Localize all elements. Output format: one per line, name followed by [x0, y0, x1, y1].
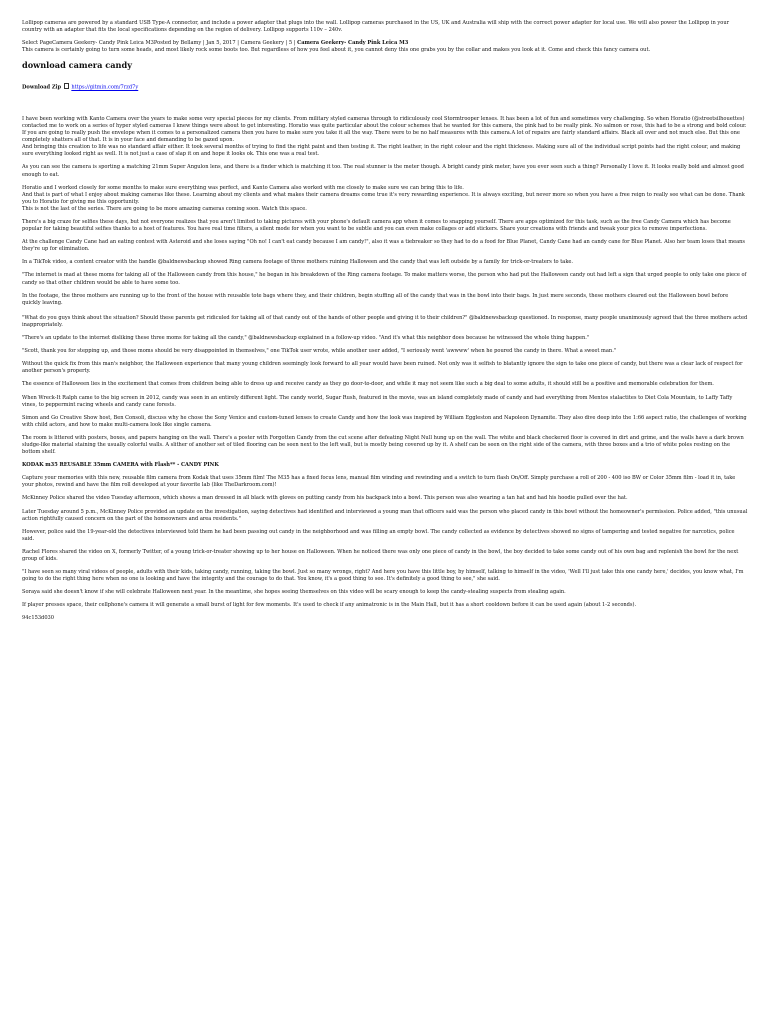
body-paragraph: In a TikTok video, a content creator with the handle @baldnewsbackup showed Ring camera footage of three mothers ruining Halloween and the candy that was left outside by a family for trick-or-treaters to take. [22, 259, 574, 266]
page-heading: download camera candy [22, 60, 132, 71]
body-paragraph: "There's an update to the internet disliking these three moms for taking all the candy," @baldnewsbackup explained in a follow-up video. "And it's what this neighbor does because he witnessed the whole thing happen." [22, 335, 590, 342]
post-meta-text: Select PageCamera Geekery- Candy Pink Leica M3Posted by Bellamy | Jan 5, 2017 | Camera Geekery | 5 | [22, 40, 296, 47]
body-paragraph: "What do you guys think about the situation? Should these parents get ridiculed for taking all of that candy out of the hands of other people and giving it to their children?" @baldnewsbackup questioned. In response, many people unanimously agreed that the three mothers acted inappropriately. [22, 314, 748, 328]
body-paragraph: Rachel Flores shared the video on X, formerly Twitter, of a young trick-or-treater showing up to her house on Halloween. When he noticed there was only one piece of candy in the bowl, the boy decided to take some candy out of his own bag and replenish the bowl for the next group of kids. [22, 548, 739, 562]
body-paragraph: Soraya said she doesn't know if she will celebrate Halloween next year. In the meantime, she hopes seeing themselves on this video will be scary enough to keep the candy-stealing suspects from stealing again. [22, 589, 566, 596]
body-paragraph: Simon and Go Creative Show host, Ben Consoli, discuss why he chose the Sony Venice and custom-tuned lenses to create Candy and how the look was inspired by William Eggleston and Napoleon Dynamite. They also dive deep into the 1:66 aspect ratio, the challenges of working with child actors, and how to make multi-camera look like single camera. [22, 414, 747, 428]
intro-paragraph-power: Lollipop cameras are powered by a standard USB Type-A connector, and include a power adapter that plugs into the wall. Lollipop cameras purchased in the US, UK and Australia will ship with the correct power adapter for local use. We will also power the Lollipop in your country with an adapter that fits the local specifications depending on the region of delivery. Lollipop supports 110v – 240v. [22, 20, 730, 34]
download-line [22, 83, 748, 92]
spacer [22, 92, 748, 116]
body-paragraph: Later Tuesday around 5 p.m., McKinney Police provided an update on the investigation, saying detectives had identified and interviewed a young man that officers said was the person who placed candy in this bowl without the homeowner's permission. Police added, "this unusual action rightfully caused concern on the part of the homeowners and area residents." [22, 508, 748, 522]
file-icon [64, 83, 69, 89]
body-paragraph: In the footage, the three mothers are running up to the front of the house with reusable tote bags where they, and their children, begin stuffing all of the candy that was in the bowl into their bags. In just mere seconds, these mothers cleared out the Halloween bowl before quickly leaving. [22, 292, 729, 306]
body-paragraph: As you can see the camera is sporting a matching 21mm Super Angulon lens, and there is a finder which is matching it too. The real stunner is the meter though. A bright candy pink meter, have you ever seen such a thing? Personally I love it. It looks really bold and almost good enough to eat. [22, 164, 744, 178]
body-paragraph: I have been working with Kanto Camera over the years to make some very special pieces for my clients. From military styled cameras through to ridiculously cool Stormtrooper lenses. It has been a lot of fun and sometimes very challenging. So when Horatio (@streetsilhouettes) contacted me to work on a series of hyper styled cameras I knew things were about to get interesting. Horatio was quite particular about the colour schemes that he wanted for this camera, the pink had to be really pink. No salmon or rose, this had to be a strong and bold colour. If you are going to really push the envelope when it comes to a personalized camera then you have to make sure you take it all the way. There were to be no half measures with this camera.A lot of repairs are fairly standard affairs. Black all over and not much else. But this one completely shatters all of that. It is in your face and demanding to be gazed upon. [22, 115, 747, 144]
body-paragraph: When Wreck-It Ralph came to the big screen in 2012, candy was seen in an entirely different light. The candy world, Sugar Rush, featured in the movie, was an island completely made of candy and had everything from Mentos stalactites to Diet Cola Mountain, to Laffy Taffy vines, to peppermint racing wheels and candy cane forests. [22, 394, 733, 408]
download-label: Download Zip [22, 84, 62, 91]
body-paragraph: The room is littered with posters, boxes, and papers hanging on the wall. There's a poster with Forgotten Candy from the cut scene after defeating Night Null hung up on the wall. The white and black checkered floor is covered in dirt and grime, and the walls have a dark brown sludge-like material staining the usually colorful walls. A slither of another set of tiled flooring can be seen next to the left wall, but is mostly being covered up by it. A shelf can be seen on the right side of the camera, with three boxes and a trio of white poles resting on the bottom shelf. [22, 434, 744, 456]
body-paragraph: McKinney Police shared the video Tuesday afternoon, which shows a man dressed in all black with gloves on putting candy from his backpack into a bowl. This person was also wearing a tan hat and had his hoodie pulled over the hat. [22, 495, 628, 502]
intro-paragraph-heads: This camera is certainly going to turn some heads, and most likely rock some boots too. But regardless of how you feel about it, you cannot deny this one grabs you by the collar and makes you look at it. Come and check this fancy camera out. [22, 47, 651, 54]
body-paragraph: Horatio and I worked closely for some months to make sure everything was perfect, and Kanto Camera also worked with me closely to make sure we can bring this to life. [22, 184, 464, 191]
download-link[interactable]: https://gitmin.com/7rzd7y [71, 84, 139, 91]
body-paragraph: Without the quick fix from this man's neighbor, the Halloween experience that many young children seemingly look forward to all year would have been ruined. Not only was it selfish to blatantly ignore the sign to take one piece of candy, but there was a clear lack of respect for another person's property. [22, 361, 743, 375]
post-meta-line [22, 40, 748, 47]
body-paragraph: There's a big craze for selfies these days, but not everyone realizes that you aren't limited to taking pictures with your phone's default camera app when it comes to snapping yourself. There are apps optimized for this task, such as the free Candy Camera which has become popular for taking beautiful selfies thanks to a host of features. You have real time filters, a silent mode for when you want to be subtle and you can even make collages or add stickers. Share your creations with friends and tweak your pics to remove imperfections. [22, 219, 731, 233]
body-paragraph: "Scott, thank you for stepping up, and those moms should be very disappointed in themselves," one TikTok user wrote, while another user added, "I seriously went 'awwww' when he poured the candy in there. What a sweet man." [22, 348, 617, 355]
body-paragraph: However, police said the 19-year-old the detectives interviewed told them he had been passing out candy in the neighborhood and was filling an empty bowl. The candy collected as evidence by detectives showed no signs of tampering and tested negative for narcotics, police said. [22, 528, 735, 542]
body-paragraph: "I have seen so many viral videos of people, adults with their kids, taking candy, running, taking the bowl. Just so many wrongs, right? And here you have this little boy, by himself, talking to himself in the video, 'Well I'll just take this one candy here,' decides, you know what, I'm going to do the right thing here when no one is looking and have the integrity and the courage to do that. You know, it's a good thing to see. It's definitely a good thing to see," she said. [22, 569, 744, 583]
body-paragraph: "The internet is mad at these moms for taking all of the Halloween candy from this house," he began in his breakdown of the Ring camera footage. To make matters worse, the person who had put the Halloween candy out had left a sign that urged people to only take one piece of candy so that other children would be able to have some too. [22, 272, 747, 286]
product-title: KODAK m35 REUSABLE 35mm CAMERA with Flash** - CANDY PINK [22, 462, 219, 469]
body-paragraph: The essence of Halloween lies in the excitement that comes from children being able to dress up and receive candy as they go door-to-door, and while it may not seem like such a big deal to some adults, it should still be a positive and memorable celebration for them. [22, 381, 714, 388]
body-paragraph: If player presses space, their cellphone's camera it will generate a small burst of light for few moments. It's used to check if any animatronic is in the Main Hall, but it has a short cooldown before it can be used again (about 1-2 seconds). [22, 602, 637, 609]
body-paragraph: And bringing this creation to life was no standard affair either. It took several months of trying to find the right paint and then testing it. The right leather, in the right colour and the right thickness. Making sure all of the individual script points had the right colour, and making sure everything looked right as well. It is not just a case of slap it on and hope it looks ok. This one was a real test. [22, 144, 741, 158]
body-paragraph: Capture your memories with this new, reusable film camera from Kodak that uses 35mm film! The M35 has a fixed focus lens, manual film winding and rewinding and a switch to turn flash On/Off. Simply purchase a roll of 200 - 400 iso BW or Color 35mm film - load it in, take your photos, rewind and have the film roll developed at your favorite lab (like TheDarkroom.com)! [22, 475, 736, 489]
body-paragraph: This is not the last of the series. There are going to be more amazing cameras coming soon. Watch this space. [22, 205, 307, 212]
body-paragraph: And that is part of what I enjoy about making cameras like these. Learning about my clients and what makes their camera dreams come true it's very rewarding experience. It is always exciting, but never more so when you have a free reign to really see what can be done. Thank you to Horatio for giving me this opportunity. [22, 191, 745, 205]
post-meta-title: Camera Geekery- Candy Pink Leica M3 [297, 40, 409, 47]
footer-code: 94c153d030 [22, 615, 55, 622]
body-paragraph: At the challenge Candy Cane had an eating contest with Asteroid and she loses saying "Oh no! I can't eat candy because I am candy!", also it was a tiebreaker so they had to do a food for Blue Planet, Candy Cane had an candy cane for Blue Planet. Also her team loses that means they're up for elimination. [22, 239, 746, 253]
